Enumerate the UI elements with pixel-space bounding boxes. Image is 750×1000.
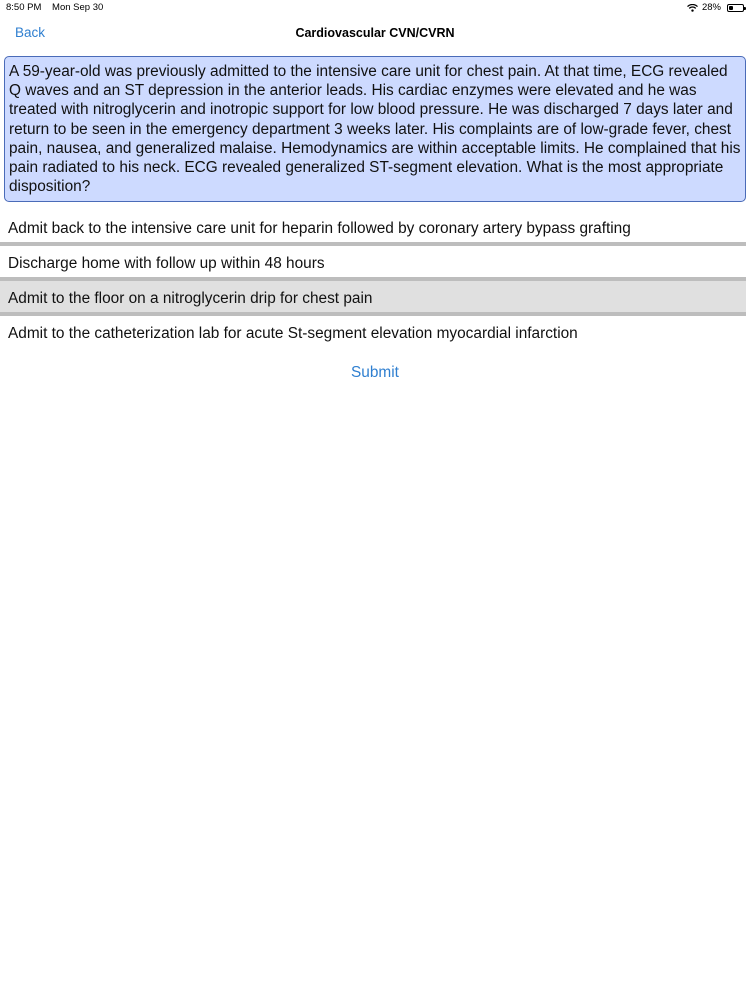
- page-title: Cardiovascular CVN/CVRN: [295, 26, 455, 40]
- answer-option-1[interactable]: Admit back to the intensive care unit for heparin followed by coronary artery bypass grafting: [0, 211, 746, 246]
- wifi-icon: [687, 4, 698, 12]
- status-time: 8:50 PM: [6, 2, 42, 13]
- status-right: [687, 0, 744, 15]
- status-left: [6, 0, 103, 15]
- back-button[interactable]: Back: [15, 25, 46, 40]
- question-text: A 59-year-old was previously admitted to the intensive care unit for chest pain. At that time, ECG revealed Q waves and an ST depression in the anterior leads. His cardiac enzymes were elevated and he was treated with nitroglycerin and inotropic support for low blood pressure. He was discharged 7 days later and return to be seen in the emergency department 3 weeks later. His complaints are of low-grade fever, chest pain, nausea, and generalized malaise. Hemodynamics are within acceptable limits. He complained that his pain radiated to his neck. ECG revealed generalized ST-segment elevation. What is the most appropriate disposition?: [4, 56, 746, 202]
- status-date: Mon Sep 30: [52, 2, 104, 13]
- submit-button[interactable]: Submit: [351, 364, 399, 381]
- answer-option-3[interactable]: Admit to the floor on a nitroglycerin drip for chest pain: [0, 281, 746, 316]
- status-bar: [0, 0, 750, 15]
- battery-percent: 28%: [701, 2, 721, 13]
- answer-option-2[interactable]: Discharge home with follow up within 48 hours: [0, 246, 746, 281]
- battery-icon: [727, 4, 744, 12]
- answer-list: [0, 211, 750, 351]
- answer-option-4[interactable]: Admit to the catheterization lab for acute St-segment elevation myocardial infarction: [8, 325, 578, 342]
- nav-bar: [0, 15, 750, 51]
- battery-fill: [729, 6, 733, 10]
